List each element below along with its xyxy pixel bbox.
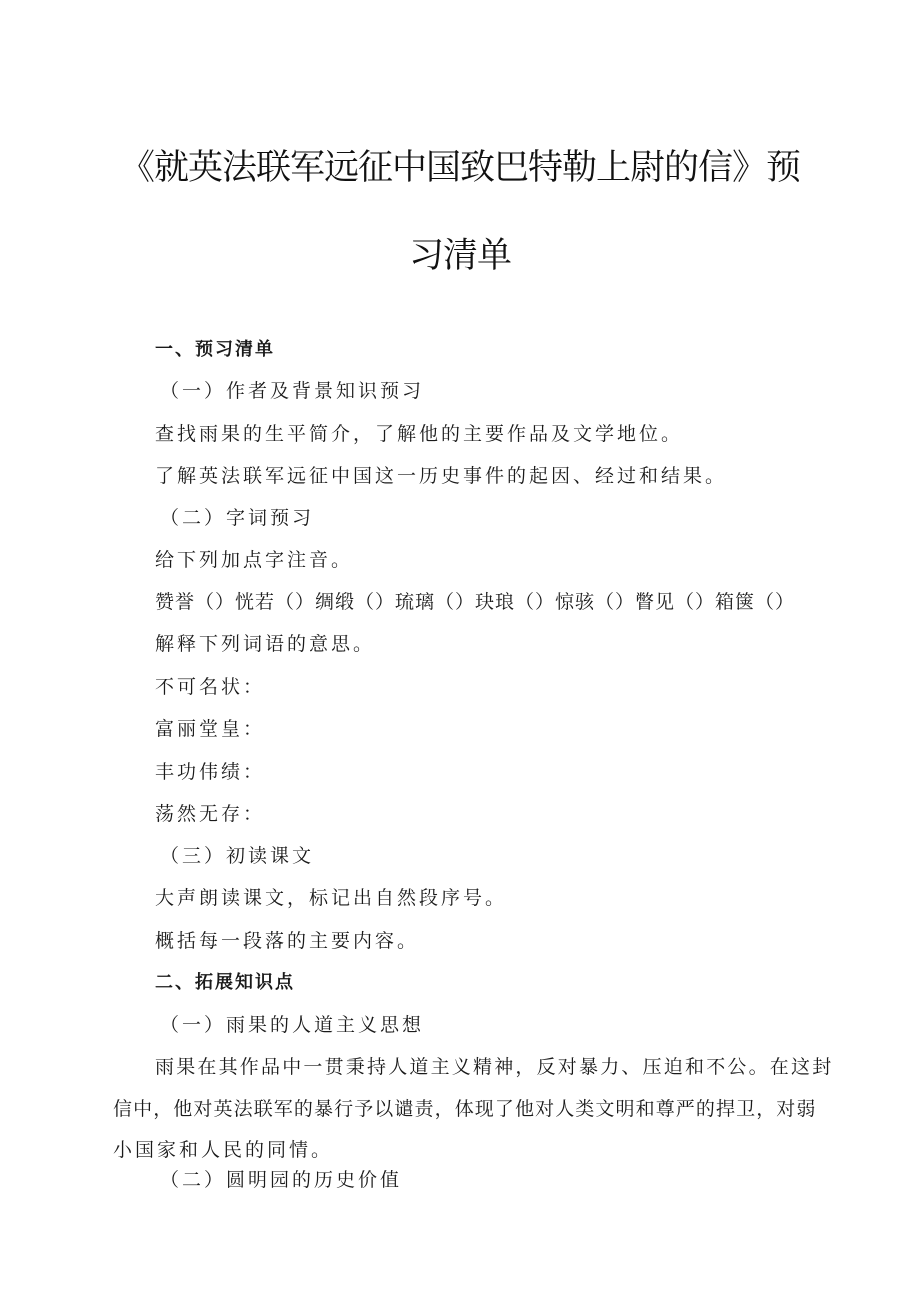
section-1-heading: 一、预习清单 xyxy=(155,339,275,360)
subsection-1-3-heading: （三）初读课文 xyxy=(160,845,315,867)
paragraph-line-2: 信中，他对英法联军的暴行予以谴责，体现了他对人类文明和尊严的捍卫，对弱 xyxy=(113,1098,817,1120)
read-item-2: 概括每一段落的主要内容。 xyxy=(155,930,420,952)
paragraph-line-3: 小国家和人民的同情。 xyxy=(113,1139,334,1161)
read-item-1: 大声朗读课文，标记出自然段序号。 xyxy=(155,887,508,909)
prep-item-1: 查找雨果的生平简介，了解他的主要作品及文学地位。 xyxy=(155,423,684,445)
term-4: 荡然无存： xyxy=(155,803,266,825)
term-3: 丰功伟绩： xyxy=(155,761,266,783)
subsection-1-1-heading: （一）作者及背景知识预习 xyxy=(160,380,425,402)
term-2: 富丽堂皇： xyxy=(155,718,266,740)
prep-item-2: 了解英法联军远征中国这一历史事件的起因、经过和结果。 xyxy=(155,465,728,487)
document-title-line-2: 习清单 xyxy=(408,236,511,276)
term-1: 不可名状： xyxy=(155,676,266,698)
subsection-2-1-heading: （一）雨果的人道主义思想 xyxy=(160,1014,425,1036)
pinyin-instruction: 给下列加点字注音。 xyxy=(155,549,354,571)
pinyin-word-list: 赞誉（）恍若（）绸缎（）琉璃（）玦琅（）惊骇（）瞥见（）箱箧（） xyxy=(155,591,796,613)
document-title-line-1: 《就英法联军远征中国致巴特勒上尉的信》预 xyxy=(119,148,800,188)
subsection-1-2-heading: （二）字词预习 xyxy=(160,507,315,529)
section-2-heading: 二、拓展知识点 xyxy=(155,972,295,993)
paragraph-line-1: 雨果在其作品中一贯秉持人道主义精神，反对暴力、压迫和不公。在这封 xyxy=(155,1056,834,1078)
subsection-2-2-heading: （二）圆明园的历史价值 xyxy=(160,1169,403,1191)
define-instruction: 解释下列词语的意思。 xyxy=(155,633,376,655)
